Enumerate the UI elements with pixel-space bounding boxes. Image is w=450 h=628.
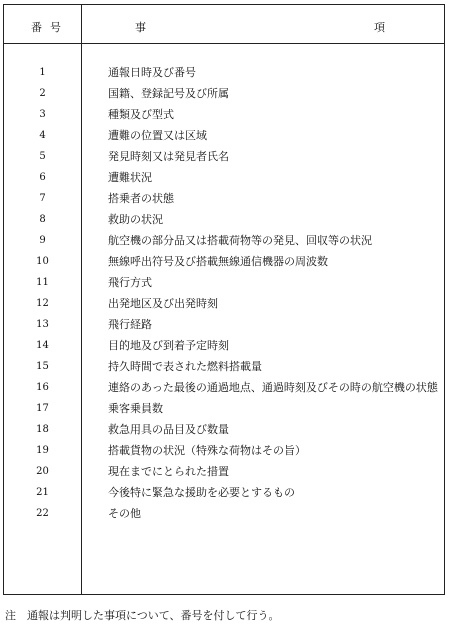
table-row	[4, 398, 444, 419]
table-row	[4, 356, 444, 377]
table-row	[4, 167, 444, 188]
table-row	[4, 419, 444, 440]
row-item-text: 遭難の位置又は区域	[108, 129, 207, 142]
row-item-text: 今後特に緊急な援助を必要とするもの	[108, 486, 295, 499]
row-item-text: 乗客乗員数	[108, 402, 163, 415]
row-number: 10	[36, 256, 49, 267]
table-row	[4, 188, 444, 209]
table-row	[4, 251, 444, 272]
row-number: 12	[36, 298, 49, 309]
row-number: 5	[39, 151, 46, 162]
row-item-text: 無線呼出符号及び搭載無線通信機器の周波数	[108, 255, 328, 268]
row-item-text: 救助の状況	[108, 213, 163, 226]
table-row	[4, 62, 444, 83]
header-item-first-char: 事	[135, 21, 147, 34]
row-number: 11	[36, 277, 49, 288]
row-item-text: 現在までにとられた措置	[108, 465, 229, 478]
row-number: 17	[36, 403, 49, 414]
header-item-second-char: 項	[374, 21, 386, 34]
table-row	[4, 125, 444, 146]
row-item-text: 持久時間で表された燃料搭載量	[108, 360, 262, 373]
row-number: 19	[36, 445, 49, 456]
row-number: 21	[36, 487, 49, 498]
table-row	[4, 230, 444, 251]
table-row	[4, 293, 444, 314]
row-number: 22	[36, 508, 49, 519]
row-item-text: 発見時刻又は発見者氏名	[108, 150, 229, 163]
row-item-text: その他	[108, 507, 141, 520]
header-number: 番号	[31, 21, 69, 34]
row-number: 4	[39, 130, 46, 141]
row-item-text: 連絡のあった最後の通過地点、通過時刻及びその時の航空機の状態	[108, 381, 438, 394]
table-row	[4, 377, 444, 398]
row-number: 18	[36, 424, 49, 435]
table-row	[4, 482, 444, 503]
header-divider	[4, 43, 444, 44]
row-item-text: 出発地区及び出発時刻	[108, 297, 218, 310]
row-number: 7	[39, 193, 46, 204]
table-row	[4, 335, 444, 356]
table-row	[4, 146, 444, 167]
table-row	[4, 503, 444, 524]
row-item-text: 遭難状況	[108, 171, 152, 184]
row-item-text: 搭載貨物の状況（特殊な荷物はその旨）	[108, 444, 306, 457]
row-number: 9	[39, 235, 46, 246]
table-row	[4, 314, 444, 335]
row-item-text: 種類及び型式	[108, 108, 174, 121]
row-number: 13	[36, 319, 49, 330]
row-number: 3	[39, 109, 46, 120]
table-row	[4, 440, 444, 461]
report-items-table	[3, 4, 445, 595]
row-number: 16	[36, 382, 49, 393]
table-row	[4, 209, 444, 230]
row-number: 2	[39, 88, 46, 99]
row-item-text: 目的地及び到着予定時刻	[108, 339, 229, 352]
table-row	[4, 83, 444, 104]
row-number: 15	[36, 361, 49, 372]
row-number: 6	[39, 172, 46, 183]
row-number: 20	[36, 466, 49, 477]
row-number: 8	[39, 214, 46, 225]
row-number: 1	[39, 67, 46, 78]
row-item-text: 飛行経路	[108, 318, 152, 331]
row-item-text: 通報日時及び番号	[108, 66, 196, 79]
table-row	[4, 104, 444, 125]
row-item-text: 救急用具の品目及び数量	[108, 423, 229, 436]
row-number: 14	[36, 340, 49, 351]
row-item-text: 国籍、登録記号及び所属	[108, 87, 229, 100]
row-item-text: 航空機の部分品又は搭載荷物等の発見、回収等の状況	[108, 234, 372, 247]
row-item-text: 搭乗者の状態	[108, 192, 174, 205]
table-row	[4, 272, 444, 293]
row-item-text: 飛行方式	[108, 276, 152, 289]
table-row	[4, 461, 444, 482]
footnote: 注 通報は判明した事項について、番号を付して行う。	[5, 609, 280, 622]
